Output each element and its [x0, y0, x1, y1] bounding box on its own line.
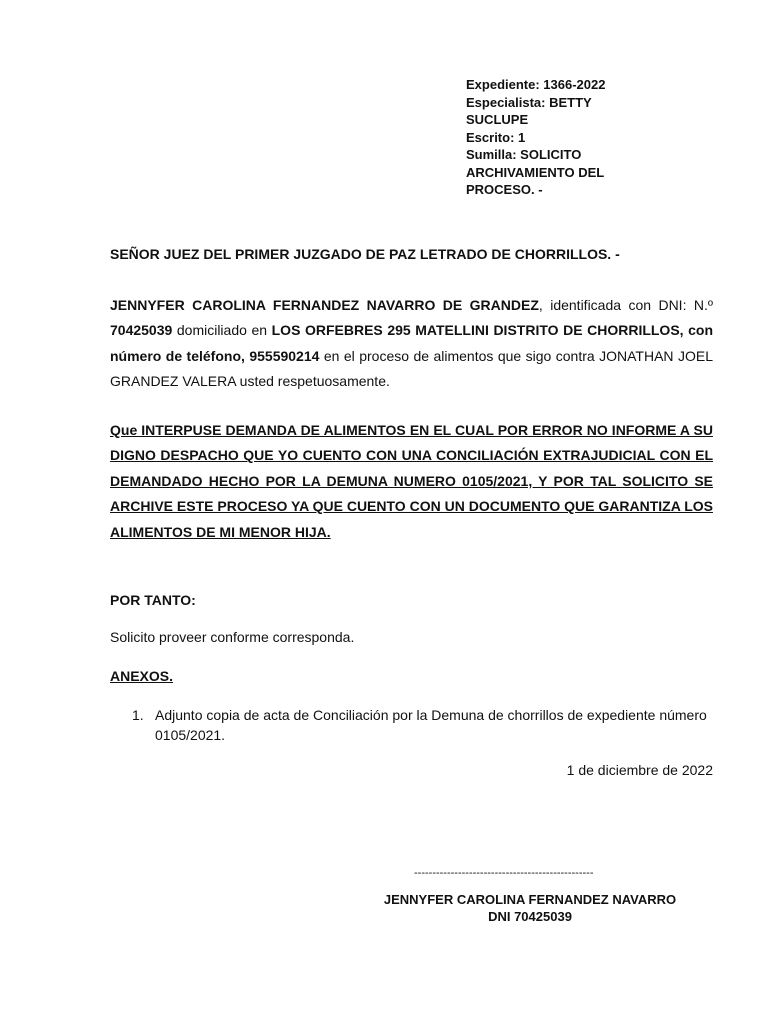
request-line: Solicito proveer conforme corresponda.: [110, 629, 355, 645]
list-item: [132, 705, 713, 745]
anexos-list: [132, 705, 713, 745]
petitioner-address: LOS ORFEBRES 295 MATELLINI DISTRITO DE CHORRILLOS, con número de teléfono, 955590214: [110, 322, 714, 364]
intro-text-1: , identificada con DNI: N.º: [538, 297, 713, 313]
petitioner-name: JENNYFER CAROLINA FERNANDEZ NAVARRO DE GRANDEZ: [110, 297, 539, 313]
intro-text-2: domiciliado en: [172, 322, 272, 339]
sumilla-line-1: Sumilla: SOLICITO: [466, 147, 582, 162]
case-header: [466, 76, 626, 199]
petition-paragraph: Que INTERPUSE DEMANDA DE ALIMENTOS EN EL CUAL POR ERROR NO INFORME A SU DIGNO DESPACHO QUE YO CUENTO CON UNA CONCILIACIÓN EXTRAJUDICIAL CON EL DEMANDADO HECHO POR LA DEMUNA NUMERO 0105/2021, Y POR TAL SOLICITO SE ARCHIVE ESTE PROCESO YA QUE CUENTO CON UN DOCUMENTO QUE GARANTIZA LOS ALIMENTOS DE MI MENOR HIJA.: [110, 422, 713, 540]
por-tanto-heading: POR TANTO:: [110, 592, 196, 608]
list-item-text: Adjunto copia de acta de Conciliación por la Demuna de chorrillos de expediente número 0105/2021.: [155, 707, 707, 743]
sumilla-line-2: ARCHIVAMIENTO DEL: [466, 164, 605, 180]
especialista-line-1: Especialista: BETTY: [466, 94, 592, 110]
document-date: 1 de diciembre de 2022: [566, 762, 713, 778]
sumilla-line-3: PROCESO. -: [466, 182, 543, 197]
expediente-line: Expediente: 1366-2022: [466, 77, 606, 92]
signatory-name: JENNYFER CAROLINA FERNANDEZ NAVARRO: [383, 892, 677, 907]
addressee-heading: SEÑOR JUEZ DEL PRIMER JUZGADO DE PAZ LETRADO DE CHORRILLOS. -: [110, 246, 620, 262]
signature-line: -------------------------------------------------: [414, 867, 594, 879]
anexos-heading: ANEXOS.: [110, 668, 174, 684]
escrito-line: Escrito: 1: [466, 129, 526, 145]
petitioner-dni: 70425039: [110, 322, 173, 339]
especialista-line-2: SUCLUPE: [466, 112, 529, 127]
intro-paragraph: [110, 293, 713, 395]
list-item-number: 1.: [132, 707, 144, 723]
signatory-dni: DNI 70425039: [488, 909, 572, 924]
intro-text-3: en el proceso de alimentos que sigo contra JONATHAN JOEL GRANDEZ VALERA usted respetuosamente.: [110, 347, 713, 390]
